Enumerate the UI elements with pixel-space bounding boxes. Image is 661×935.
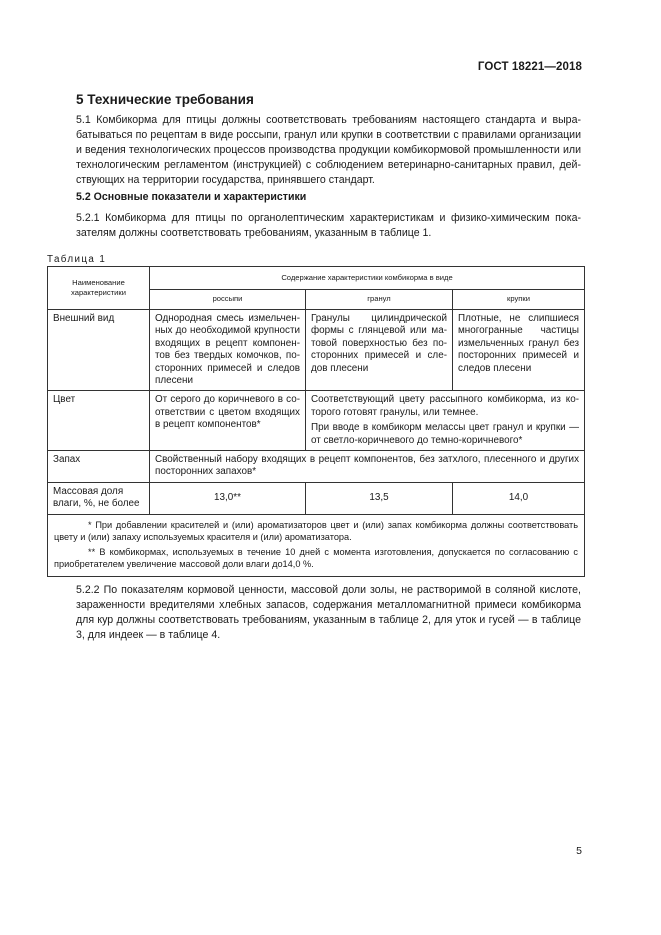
cell-appearance-pellets: Гранулы цилиндрической формы с глянцевой или матовой поверхностью без посторонних примесей и следов плесени [306, 310, 453, 391]
paragraph-5-1-text: 5.1 Комбикорма для птицы должны соответствовать требованиям настоящего стандарта и вырабатываться по рецептам в виде россыпи, гранул или крупки в соответствии с правилами организации и ведения технологических процессов производства продукции комбикормовой промышленности или технологическим регламентом (инструкцией) с соблюдением ветеринарно-санитарных правил, действующих на территории государства, принявшего стандарт. [76, 114, 581, 187]
cell-moisture-crumbs: 14,0 [453, 482, 585, 514]
cell-moisture-pellets: 13,5 [306, 482, 453, 514]
cell-color-pellets-crumbs [306, 391, 585, 451]
cell-appearance-crumbs: Плотные, не слипшиеся многогранные частицы измельченных гранул без посторонних примесей и следов плесени [453, 310, 585, 391]
header-pellets: гранул [306, 289, 453, 309]
cell-color-loose: От серого до коричневого в соответствии с цветом входящих в рецепт компонентов* [150, 391, 306, 451]
paragraph-5-2-2-text: 5.2.2 По показателям кормовой ценности, массовой доли золы, не растворимой в соляной кислоте, зараженности вредителями хлебных запасов, содержания металломагнитной примеси комбикорма для кур должны соответствовать требованиям, указанным в таблице 2, для уток и гусей — в таблице 3, для индеек — в таблице 4. [76, 584, 581, 642]
cell-appearance-loose: Однородная смесь измельченных до необходимой крупности входящих в рецепт компонентов без твердых комочков, посторонних примесей и следов плесени [150, 310, 306, 391]
header-content-group: Содержание характеристики комбикорма в виде [150, 267, 585, 290]
paragraph-5-2-1 [76, 211, 581, 241]
footnote-2: ** В комбикормах, используемых в течение 10 дней с момента изготовления, допускается по согласованию с приобретателем увеличение массовой доли влаги до14,0 %. [54, 546, 579, 570]
row-name-moisture: Массовая доля влаги, %, не более [48, 482, 150, 514]
table-row [48, 310, 585, 391]
row-name-smell: Запах [48, 451, 150, 483]
section-title: 5 Технические требования [76, 92, 254, 107]
page-number: 5 [576, 845, 582, 857]
paragraph-5-1 [76, 113, 581, 188]
standard-code: ГОСТ 18221—2018 [477, 61, 582, 73]
table-row [48, 482, 585, 514]
header-crumbs: крупки [453, 289, 585, 309]
color-pellets-note-2: При вводе в комбикорм мелассы цвет гранул и крупки — от светло-коричневого до темно-коричневого* [311, 422, 580, 446]
table-row [48, 451, 585, 483]
table-header-row [48, 267, 585, 290]
table-label: Таблица 1 [47, 254, 107, 265]
row-name-color: Цвет [48, 391, 150, 451]
footnote-1: * При добавлении красителей и (или) ароматизаторов цвет и (или) запах комбикорма должны соответствовать цвету и (или) запаху используемых красителя и (или) ароматизатора. [54, 519, 579, 543]
characteristics-table [47, 266, 585, 577]
paragraph-5-2-1-text: 5.2.1 Комбикорма для птицы по органолептическим характеристикам и физико-химическим показателям должны соответствовать требованиям, указанным в таблице 1. [76, 212, 581, 240]
subsection-title: 5.2 Основные показатели и характеристики [76, 191, 307, 203]
paragraph-5-2-2 [76, 583, 581, 643]
row-name-appearance: Внешний вид [48, 310, 150, 391]
table-footnotes [48, 514, 585, 576]
cell-smell-all: Свойственный набору входящих в рецепт компонентов, без затхлого, плесенного и других посторонних запахов* [150, 451, 585, 483]
cell-moisture-loose: 13,0** [150, 482, 306, 514]
color-pellets-note-1: Соответствующий цвету рассыпного комбикорма, из которого готовят гранулы, или темнее. [311, 394, 580, 418]
header-characteristic-name: Наименование характеристики [48, 267, 150, 310]
table-footnotes-row [48, 514, 585, 576]
table-row [48, 391, 585, 451]
header-loose: россыпи [150, 289, 306, 309]
